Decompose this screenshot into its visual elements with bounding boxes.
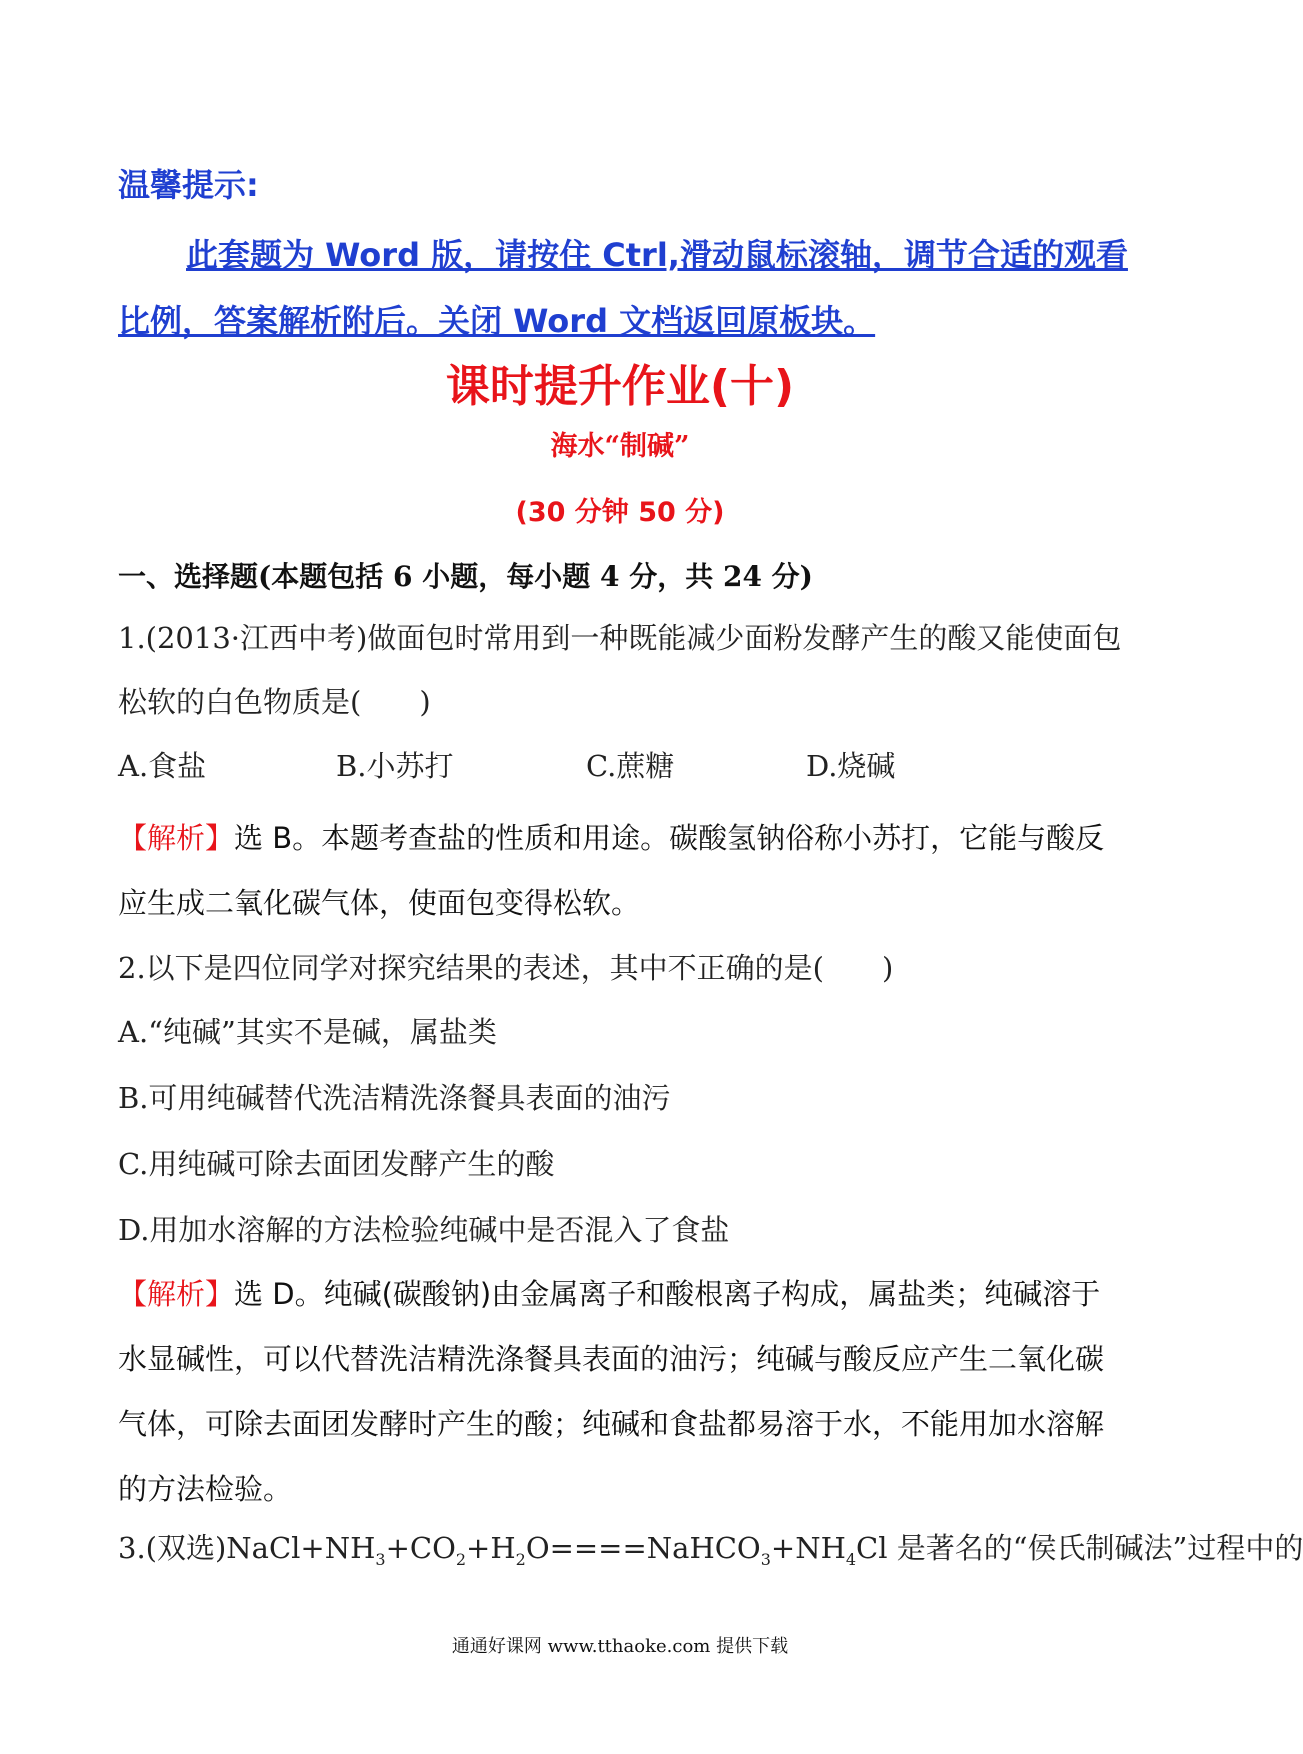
question-2-option-a: A.“纯碱”其实不是碱，属盐类 <box>118 1015 497 1049</box>
q3-sub-2: 2 <box>455 1549 467 1569</box>
tip-title: 温馨提示: <box>118 166 259 204</box>
question-1-stem: 1.(2013·江西中考)做面包时常用到一种既能减少面粉发酵产生的酸又能使面包松软的白色物质是( ) <box>118 621 1122 719</box>
q3-sub-5: 4 <box>845 1549 857 1569</box>
question-1-analysis <box>118 806 1128 936</box>
q3-text-1: 3.(双选)NaCl+NH <box>118 1531 376 1565</box>
time-score-info: (30 分钟 50 分) <box>515 497 725 528</box>
question-2-analysis <box>118 1262 1128 1522</box>
question-2-option-d: D.用加水溶解的方法检验纯碱中是否混入了食盐 <box>118 1213 730 1247</box>
question-1-option-b: B.小苏打 <box>336 749 454 783</box>
q3-sub-4: 3 <box>760 1549 771 1569</box>
question-1-options <box>118 744 1128 800</box>
q3-sub-1: 3 <box>375 1549 386 1569</box>
question-2-option-c: C.用纯碱可除去面团发酵产生的酸 <box>118 1147 555 1181</box>
question-2-stem: 2.以下是四位同学对探究结果的表述，其中不正确的是( ) <box>118 951 894 985</box>
q3-text-5: +NH <box>770 1531 846 1565</box>
q3-text-3: +H <box>466 1531 516 1565</box>
question-1-option-c: C.蔗糖 <box>586 749 675 783</box>
question-1-option-a: A.食盐 <box>118 749 207 783</box>
page-footer: 通通好课网 www.tthaoke.com 提供下载 <box>451 1636 789 1657</box>
q3-text-2: +CO <box>385 1531 456 1565</box>
analysis-text: 选 D。纯碱(碳酸钠)由金属离子和酸根离子构成，属盐类；纯碱溶于水显碱性，可以代替洗洁精洗涤餐具表面的油污；纯碱与酸反应产生二氧化碳气体，可除去面团发酵时产生的酸；纯碱和食盐都易溶于水，不能用加水溶解的方法检验。 <box>118 1277 1105 1506</box>
analysis-text: 选 B。本题考查盐的性质和用途。碳酸氢钠俗称小苏打，它能与酸反应生成二氧化碳气体，使面包变得松软。 <box>118 821 1105 920</box>
section-heading: 一、选择题(本题包括 6 小题，每小题 4 分，共 24 分) <box>118 560 813 593</box>
analysis-tag: 【解析】 <box>118 1277 235 1311</box>
question-2-option-b: B.可用纯碱替代洗洁精洗涤餐具表面的油污 <box>118 1081 671 1115</box>
question-3-stem <box>118 1526 1303 1569</box>
question-1-option-d: D.烧碱 <box>806 749 896 783</box>
page-subtitle: 海水“制碱” <box>550 431 690 462</box>
tip-body: 此套题为 Word 版，请按住 Ctrl,滑动鼠标滚轴，调节合适的观看比例，答案解析附后。关闭 Word 文档返回原板块。 <box>118 236 1128 340</box>
q3-text-4: O====NaHCO <box>525 1531 761 1565</box>
page-title: 课时提升作业(十) <box>445 361 795 412</box>
q3-text-6: Cl 是著名的“侯氏制碱法”过程中的 <box>856 1531 1303 1565</box>
analysis-tag: 【解析】 <box>118 821 235 855</box>
q3-sub-3: 2 <box>515 1549 526 1569</box>
